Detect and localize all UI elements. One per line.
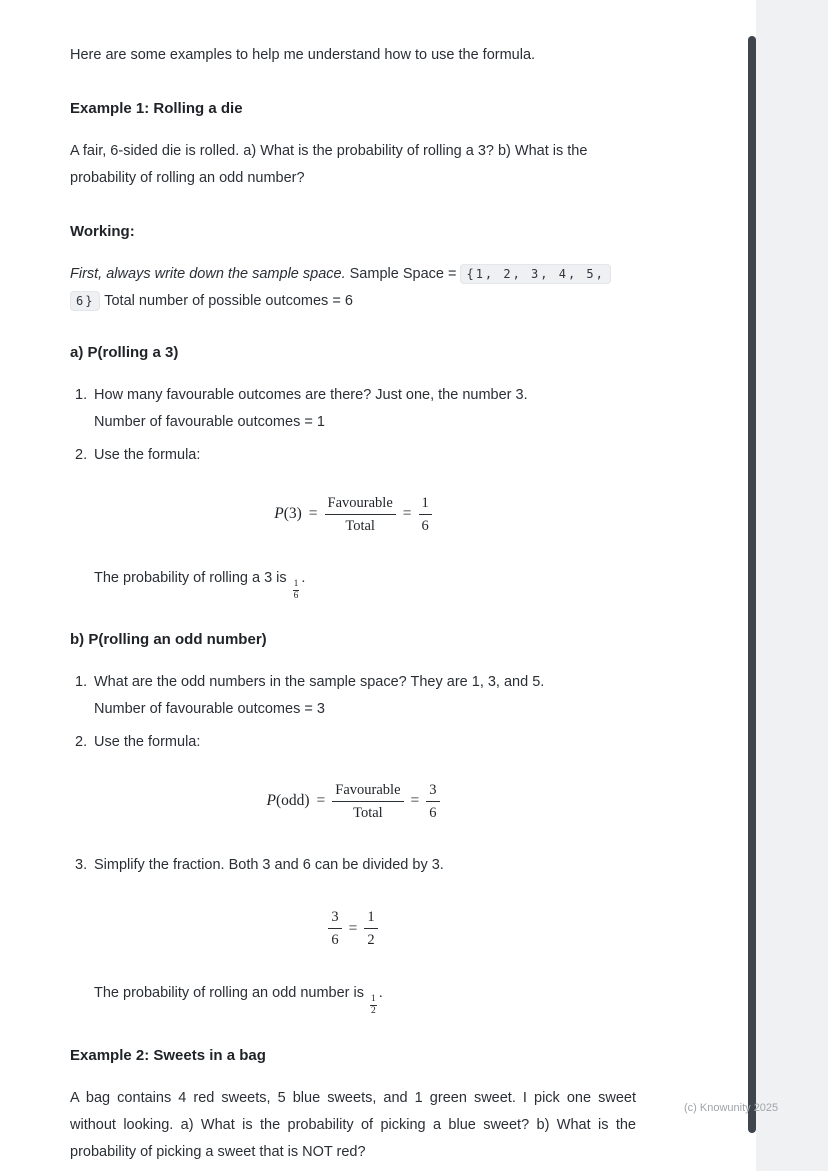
formula-prob-odd xyxy=(70,781,636,822)
step-line-2: Number of favourable outcomes = 1 xyxy=(94,414,325,430)
math-variable: P xyxy=(266,792,276,810)
list-item xyxy=(70,852,636,879)
math-equals: = xyxy=(316,792,326,810)
inline-fraction xyxy=(293,579,300,602)
working-heading: Working: xyxy=(70,223,135,240)
formula-simplify xyxy=(70,904,636,949)
list-item xyxy=(70,669,636,723)
math-lhs xyxy=(266,792,309,811)
fraction-denominator: 6 xyxy=(331,932,339,949)
part-b-list xyxy=(70,669,636,756)
math-variable: P xyxy=(274,505,284,523)
fraction-numerator: 1 xyxy=(293,579,299,590)
list-item xyxy=(70,382,636,436)
watermark: (c) Knowunity 2025 xyxy=(684,1102,779,1114)
part-a-list xyxy=(70,382,636,469)
sample-space-paragraph xyxy=(70,261,636,315)
inline-fraction xyxy=(370,994,377,1017)
sample-space-code: {1, 2, 3, 4, 5, 6} xyxy=(70,264,611,311)
intro-paragraph: Here are some examples to help me understand how to use the formula. xyxy=(70,47,536,63)
fraction-denominator: Total xyxy=(353,805,383,822)
list-item-text xyxy=(94,382,636,436)
math-argument: (odd) xyxy=(275,792,310,810)
list-marker: 2. xyxy=(75,734,88,751)
step-line-1: How many favourable outcomes are there? Just one, the number 3. xyxy=(94,387,528,403)
fraction-numerator: 1 xyxy=(371,993,376,1004)
fraction-denominator: 2 xyxy=(371,1005,376,1016)
right-gutter xyxy=(756,0,828,1171)
example1-heading: Example 1: Rolling a die xyxy=(70,100,243,117)
fraction-numerator: 3 xyxy=(328,908,341,929)
part-b-heading: b) P(rolling an odd number) xyxy=(70,631,267,649)
formula-prob-3 xyxy=(70,494,636,535)
fraction-numerator: Favourable xyxy=(332,781,403,802)
list-item-text xyxy=(94,669,636,723)
result-period: . xyxy=(378,984,383,1001)
list-marker: 3. xyxy=(75,857,88,874)
result-text: The probability of rolling a 3 is xyxy=(94,570,287,587)
math-equals: = xyxy=(308,505,318,523)
math-equals: = xyxy=(348,919,358,937)
fraction xyxy=(328,908,341,949)
fraction-denominator: 6 xyxy=(429,805,437,822)
list-item xyxy=(70,729,636,756)
fraction xyxy=(364,908,377,949)
fraction-numerator: 3 xyxy=(426,781,439,802)
example2-heading: Example 2: Sweets in a bag xyxy=(70,1047,266,1065)
list-marker: 2. xyxy=(75,447,88,463)
fraction xyxy=(426,781,439,822)
list-item xyxy=(70,442,636,469)
step-line-1: What are the odd numbers in the sample space? They are 1, 3, and 5. xyxy=(94,674,545,691)
sample-space-note: First, always write down the sample space. xyxy=(70,266,346,282)
list-item-text xyxy=(94,729,636,756)
fraction-denominator: 2 xyxy=(367,932,375,949)
step-line-1: Simplify the fraction. Both 3 and 6 can be divided by 3. xyxy=(94,857,444,874)
fraction-denominator: 6 xyxy=(293,591,299,602)
list-item-text xyxy=(94,442,636,469)
scrollbar-thumb[interactable] xyxy=(748,36,756,1133)
math-equals: = xyxy=(410,792,420,810)
part-a-heading: a) P(rolling a 3) xyxy=(70,344,179,361)
fraction xyxy=(419,494,432,535)
fraction xyxy=(325,494,396,535)
math-argument: (3) xyxy=(283,505,302,523)
list-item-text xyxy=(94,852,636,879)
result-text: The probability of rolling an odd number is xyxy=(94,984,365,1001)
example1-question: A fair, 6-sided die is rolled. a) What is the probability of rolling a 3? b) What is the probability of rolling an odd number? xyxy=(70,143,588,186)
part-b-result xyxy=(70,980,636,1017)
math-lhs xyxy=(274,505,302,524)
example2-question: A bag contains 4 red sweets, 5 blue sweets, and 1 green sweet. I pick one sweet without looking. a) What is the probability of picking a blue sweet? b) What is the probability of picking a sweet that is NOT red? xyxy=(70,1090,636,1161)
part-b-list-continued xyxy=(70,852,636,879)
step-line-1: Use the formula: xyxy=(94,734,201,751)
list-marker: 1. xyxy=(75,674,88,691)
sample-space-label: Sample Space = xyxy=(349,266,457,282)
math-expression xyxy=(274,494,432,535)
sample-space-tail: Total number of possible outcomes = 6 xyxy=(104,293,353,309)
list-marker: 1. xyxy=(75,387,88,403)
fraction-numerator: Favourable xyxy=(325,494,396,515)
step-line-1: Use the formula: xyxy=(94,447,201,463)
fraction xyxy=(332,781,403,822)
step-line-2: Number of favourable outcomes = 3 xyxy=(94,701,325,718)
fraction-denominator: Total xyxy=(345,518,375,535)
part-a-result xyxy=(70,565,636,602)
math-equals: = xyxy=(402,505,412,523)
fraction-numerator: 1 xyxy=(419,494,432,515)
result-period: . xyxy=(301,570,306,587)
fraction-denominator: 6 xyxy=(421,518,429,535)
fraction-numerator: 1 xyxy=(364,908,377,929)
document-content xyxy=(70,42,636,1171)
math-expression xyxy=(328,908,377,949)
math-expression xyxy=(266,781,439,822)
